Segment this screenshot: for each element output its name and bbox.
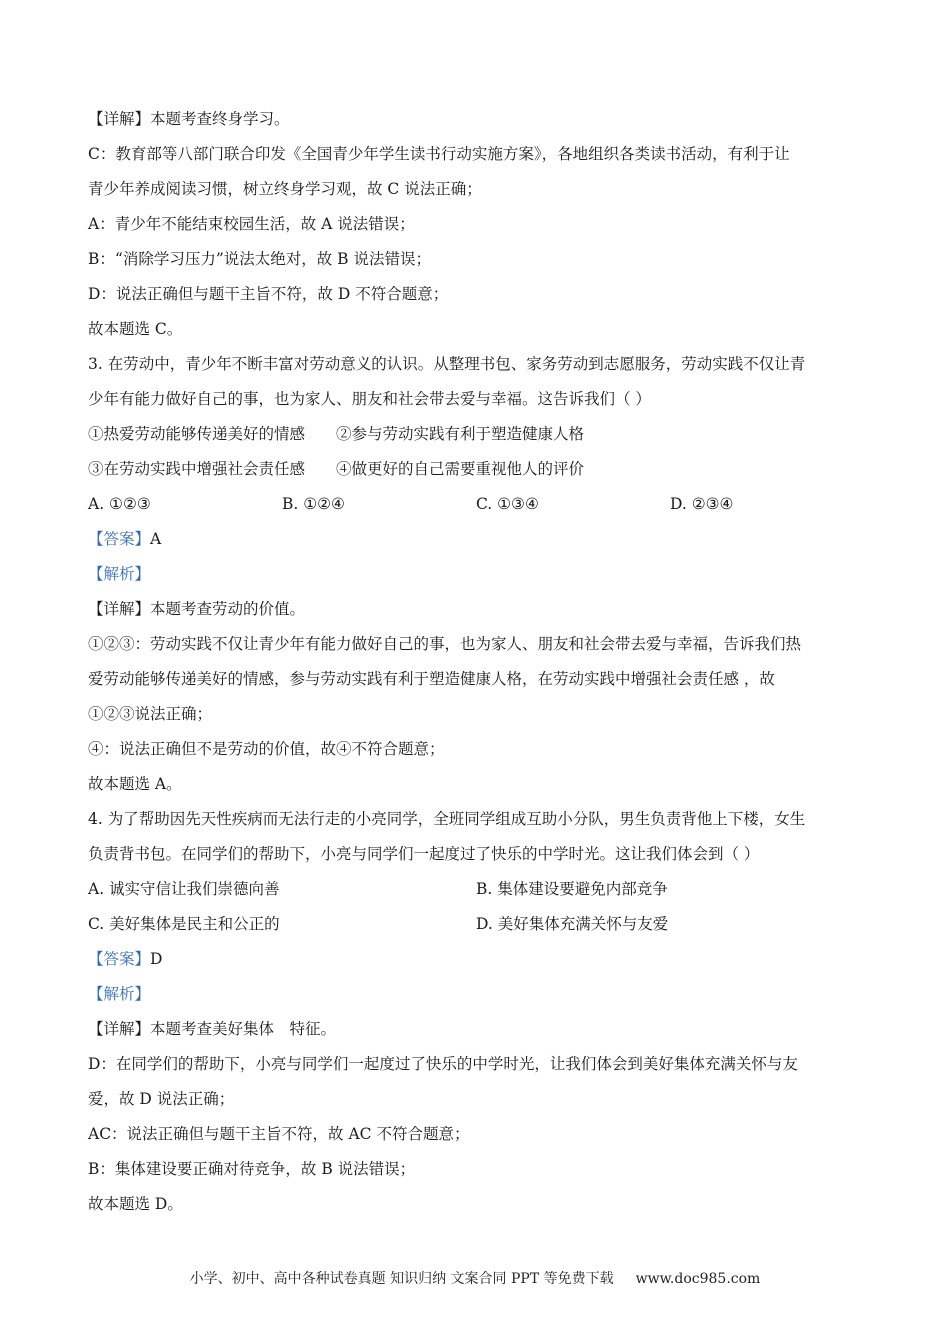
- q2-explanation: [88, 102, 868, 347]
- explanation-line: 【详解】本题考查美好集体 特征。: [88, 1020, 337, 1038]
- explanation-line: 爱劳动能够传递美好的情感，参与劳动实践有利于塑造健康人格，在劳动实践中增强社会责任感 ，故: [88, 670, 775, 688]
- question-stem: 负责背书包。在同学们的帮助下，小亮与同学们一起度过了快乐的中学时光。这让我们体会到（ ）: [88, 845, 760, 863]
- statement-line: ③在劳动实践中增强社会责任感 ④做更好的自己需要重视他人的评价: [88, 460, 585, 478]
- answer-line: [88, 942, 868, 977]
- explanation-line: 【详解】本题考查劳动的价值。: [88, 600, 306, 618]
- answer-value: A: [150, 530, 162, 548]
- explanation-line: AC：说法正确但与题干主旨不符，故 AC 不符合题意；: [88, 1125, 470, 1143]
- analysis-label: 【解析】: [88, 565, 151, 583]
- text-line: D：说法正确但与题干主旨不符，故 D 不符合题意；: [88, 285, 449, 303]
- text-line: 故本题选 C。: [88, 320, 183, 338]
- option-b: B. ①②④: [282, 495, 345, 513]
- document-page: [88, 102, 868, 1222]
- option-d: D. 美好集体充满关怀与友爱: [476, 915, 669, 933]
- answer-label: 【答案】: [88, 530, 151, 548]
- question-3: [88, 347, 868, 802]
- text-line: C：教育部等八部门联合印发《全国青少年学生读书行动实施方案》，各地组织各类读书活动，有利于让: [88, 145, 790, 163]
- option-b: B. 集体建设要避免内部竞争: [476, 880, 668, 898]
- question-stem: 少年有能力做好自己的事，也为家人、朋友和社会带去爱与幸福。这告诉我们（ ）: [88, 390, 651, 408]
- explanation-line: ①②③说法正确；: [88, 705, 213, 723]
- footer-link[interactable]: www.doc985.com: [635, 1271, 761, 1287]
- options-row: [88, 907, 868, 942]
- explanation-line: 故本题选 A。: [88, 775, 182, 793]
- explanation-line: D：在同学们的帮助下，小亮与同学们一起度过了快乐的中学时光，让我们体会到美好集体充满关怀与友: [88, 1055, 798, 1073]
- answer-label: 【答案】: [88, 950, 151, 968]
- answer-line: [88, 522, 868, 557]
- text-line: 【详解】本题考查终身学习。: [88, 110, 290, 128]
- option-a: A. 诚实守信让我们崇德向善: [88, 880, 280, 898]
- footer-text: 小学、初中、高中各种试卷真题 知识归纳 文案合同 PPT 等免费下载: [189, 1271, 614, 1287]
- option-d: D. ②③④: [670, 495, 734, 513]
- explanation-line: 爱，故 D 说法正确；: [88, 1090, 235, 1108]
- option-c: C. ①③④: [476, 495, 539, 513]
- text-line: A：青少年不能结束校园生活，故 A 说法错误；: [88, 215, 415, 233]
- analysis-line: [88, 977, 868, 1012]
- question-4: [88, 802, 868, 1222]
- explanation-line: ①②③：劳动实践不仅让青少年有能力做好自己的事，也为家人、朋友和社会带去爱与幸福，告诉我们热: [88, 635, 802, 653]
- option-a: A. ①②③: [88, 495, 151, 513]
- text-line: 青少年养成阅读习惯，树立终身学习观，故 C 说法正确；: [88, 180, 482, 198]
- answer-value: D: [150, 950, 163, 968]
- explanation-line: 故本题选 D。: [88, 1195, 183, 1213]
- options-row: [88, 872, 868, 907]
- analysis-label: 【解析】: [88, 985, 151, 1003]
- question-stem: 3. 在劳动中，青少年不断丰富对劳动意义的认识。从整理书包、家务劳动到志愿服务，劳动实践不仅让青: [88, 355, 806, 373]
- page-footer: [0, 1268, 950, 1288]
- explanation-line: B：集体建设要正确对待竞争，故 B 说法错误；: [88, 1160, 416, 1178]
- explanation-line: ④：说法正确但不是劳动的价值，故④不符合题意；: [88, 740, 445, 758]
- statement-line: ①热爱劳动能够传递美好的情感 ②参与劳动实践有利于塑造健康人格: [88, 425, 585, 443]
- option-c: C. 美好集体是民主和公正的: [88, 915, 280, 933]
- text-line: B：“消除学习压力”说法太绝对，故 B 说法错误；: [88, 250, 431, 268]
- analysis-line: [88, 557, 868, 592]
- question-stem: 4. 为了帮助因先天性疾病而无法行走的小亮同学，全班同学组成互助小分队，男生负责背他上下楼，女生: [88, 810, 806, 828]
- options-row: [88, 487, 868, 522]
